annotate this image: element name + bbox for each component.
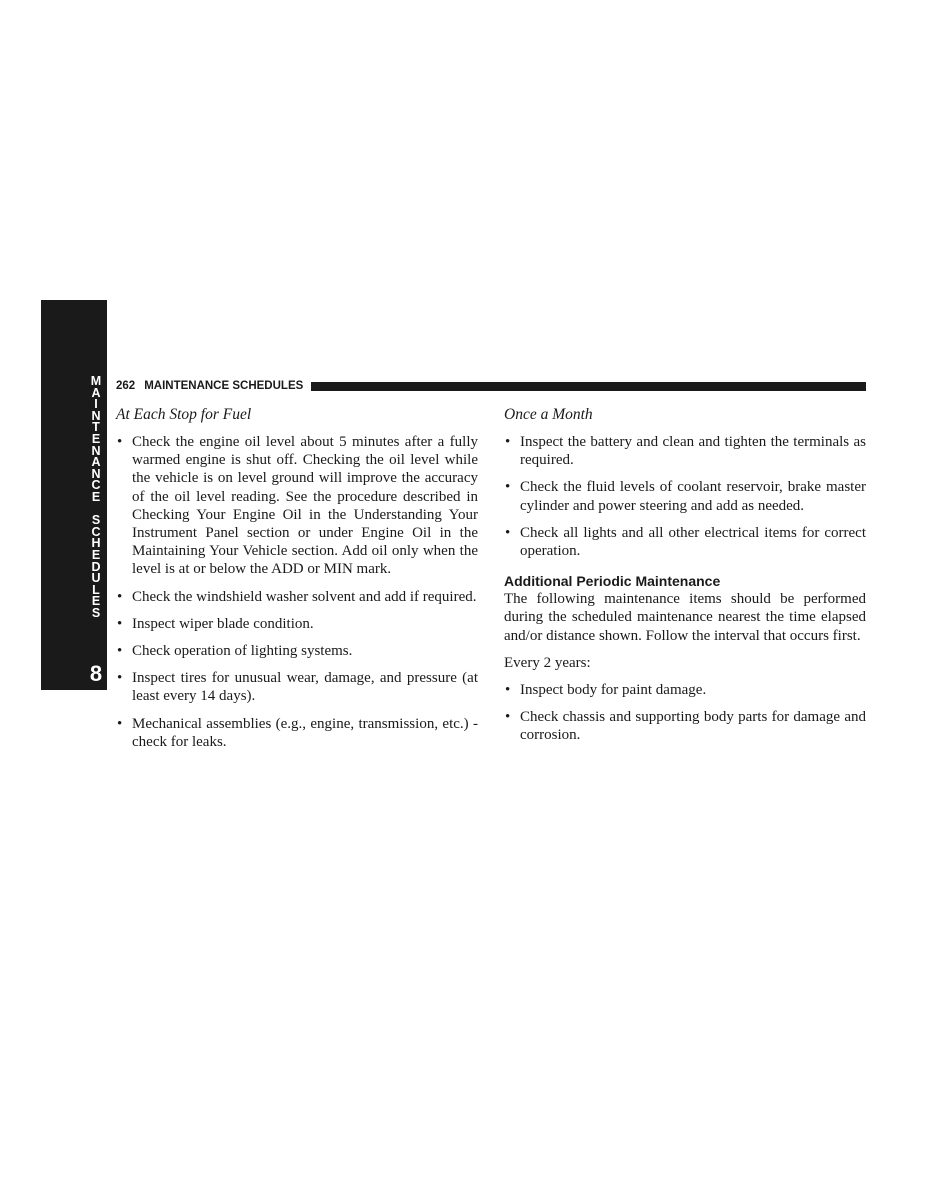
tab-letter: C bbox=[91, 478, 101, 493]
section-title: MAINTENANCE SCHEDULES bbox=[144, 380, 304, 392]
list-item: • Check the fluid levels of coolant reservoir, brake master cylinder and power steering and add as needed. bbox=[504, 478, 866, 514]
tab-letter: A bbox=[91, 455, 101, 470]
page-number: 262 bbox=[116, 380, 136, 392]
tab-letter: A bbox=[91, 385, 101, 400]
fuel-stop-list bbox=[116, 433, 478, 751]
list-item: • Check the windshield washer solvent and add if required. bbox=[116, 588, 478, 606]
interval-list bbox=[504, 681, 866, 745]
tab-letter: H bbox=[91, 536, 101, 551]
list-item: • Inspect the battery and clean and tighten the terminals as required. bbox=[504, 433, 866, 469]
monthly-list bbox=[504, 433, 866, 560]
tab-letter: N bbox=[91, 466, 101, 481]
left-column bbox=[116, 405, 478, 760]
tab-letter: C bbox=[91, 524, 101, 539]
tab-letter: E bbox=[91, 547, 101, 562]
list-item: • Check the engine oil level about 5 minutes after a fully warmed engine is shut off. Checking the oil level while the vehicle is on level ground will improve the accuracy of the oil level reading. See the procedure described in Checking Your Engine Oil in the Understanding Your Instrument Panel section or under Engine Oil in the Maintaining Your Vehicle section. Add oil only when the level is at or below the ADD or MIN mark. bbox=[116, 433, 478, 579]
tab-letter: N bbox=[91, 443, 101, 458]
tab-letter: M bbox=[90, 374, 102, 388]
list-item: • Check all lights and all other electrical items for correct operation. bbox=[504, 524, 866, 560]
right-column bbox=[504, 405, 866, 754]
fuel-stop-heading: At Each Stop for Fuel bbox=[116, 406, 252, 423]
periodic-maintenance-heading: Additional Periodic Maintenance bbox=[504, 573, 721, 590]
tab-letter: E bbox=[91, 594, 101, 609]
tab-letter: L bbox=[92, 582, 100, 597]
page-header bbox=[116, 378, 866, 394]
header-rule bbox=[311, 382, 866, 391]
chapter-tab-label bbox=[88, 376, 104, 619]
tab-letter: D bbox=[91, 559, 101, 574]
list-item: • Inspect wiper blade condition. bbox=[116, 615, 478, 633]
list-item: • Check operation of lighting systems. bbox=[116, 642, 478, 660]
interval-label: Every 2 years: bbox=[504, 654, 591, 671]
tab-letter: E bbox=[91, 489, 101, 504]
tab-letter: N bbox=[91, 408, 101, 423]
monthly-heading: Once a Month bbox=[504, 406, 593, 423]
tab-letter: U bbox=[91, 571, 101, 586]
periodic-maintenance-paragraph: The following maintenance items should be performed during the scheduled maintenance nearest the time elapsed and/or distance shown. Follow the interval that occurs first. bbox=[504, 591, 866, 644]
list-item: • Mechanical assemblies (e.g., engine, transmission, etc.) - check for leaks. bbox=[116, 715, 478, 751]
list-item: • Check chassis and supporting body parts for damage and corrosion. bbox=[504, 708, 866, 744]
tab-letter: S bbox=[91, 513, 101, 528]
tab-letter: E bbox=[91, 431, 101, 446]
tab-letter: T bbox=[92, 420, 100, 435]
tab-letter: I bbox=[94, 397, 98, 412]
chapter-number: 8 bbox=[89, 661, 103, 686]
tab-letter: S bbox=[91, 605, 101, 620]
list-item: • Inspect body for paint damage. bbox=[504, 681, 866, 699]
list-item: • Inspect tires for unusual wear, damage, and pressure (at least every 14 days). bbox=[116, 669, 478, 705]
